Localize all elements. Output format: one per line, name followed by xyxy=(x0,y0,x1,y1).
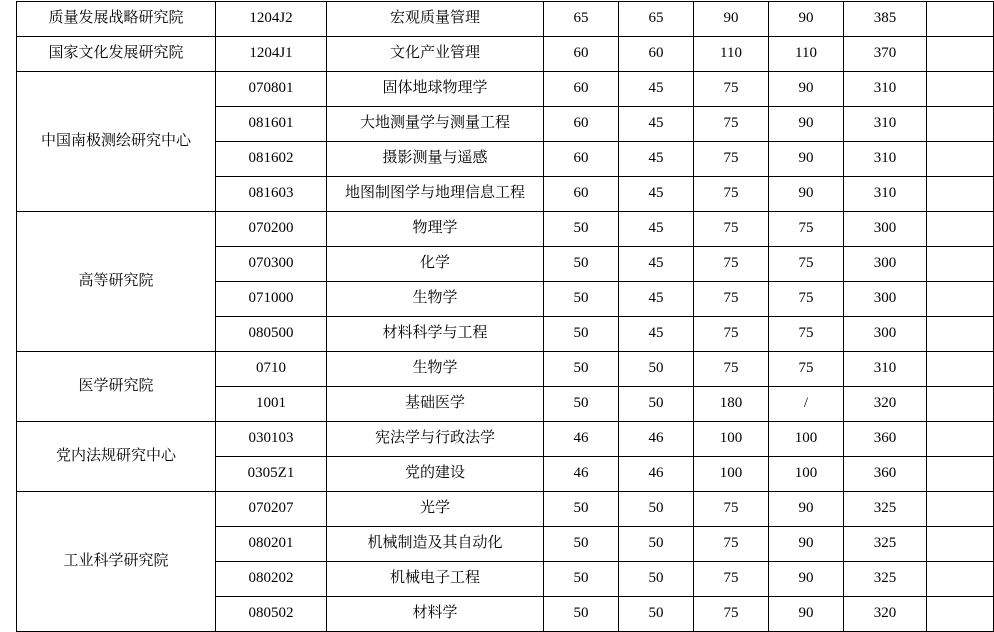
cell-score-4: 90 xyxy=(769,492,844,527)
cell-score-4: 100 xyxy=(769,422,844,457)
cell-score-4: 75 xyxy=(769,352,844,387)
cell-total-score: 325 xyxy=(844,492,927,527)
cell-score-4: 75 xyxy=(769,247,844,282)
cell-score-1: 50 xyxy=(544,387,619,422)
cell-score-4: 90 xyxy=(769,72,844,107)
cell-major-code: 080202 xyxy=(216,562,327,597)
cell-remark xyxy=(927,527,994,562)
cell-total-score: 360 xyxy=(844,457,927,492)
cell-remark xyxy=(927,317,994,352)
cell-score-2: 45 xyxy=(619,247,694,282)
table-row xyxy=(17,37,994,72)
cell-major-name: 光学 xyxy=(327,492,544,527)
cell-major-code: 1001 xyxy=(216,387,327,422)
cell-score-4: 100 xyxy=(769,457,844,492)
cell-major-code: 081602 xyxy=(216,142,327,177)
cell-major-name: 机械制造及其自动化 xyxy=(327,527,544,562)
cell-score-1: 50 xyxy=(544,527,619,562)
cell-score-2: 45 xyxy=(619,317,694,352)
cell-total-score: 385 xyxy=(844,2,927,37)
cell-score-2: 45 xyxy=(619,142,694,177)
table-row xyxy=(17,352,994,387)
cell-total-score: 300 xyxy=(844,212,927,247)
cell-score-2: 50 xyxy=(619,387,694,422)
cell-major-name: 大地测量学与测量工程 xyxy=(327,107,544,142)
cell-total-score: 310 xyxy=(844,177,927,212)
table-row xyxy=(17,492,994,527)
cell-major-code: 081601 xyxy=(216,107,327,142)
cell-unit: 工业科学研究院 xyxy=(17,492,216,632)
cell-score-1: 65 xyxy=(544,2,619,37)
cell-remark xyxy=(927,142,994,177)
cell-major-name: 文化产业管理 xyxy=(327,37,544,72)
cell-score-1: 50 xyxy=(544,212,619,247)
cell-remark xyxy=(927,37,994,72)
cell-major-code: 070207 xyxy=(216,492,327,527)
cell-major-name: 材料学 xyxy=(327,597,544,632)
cell-total-score: 325 xyxy=(844,562,927,597)
cell-remark xyxy=(927,492,994,527)
cell-unit: 医学研究院 xyxy=(17,352,216,422)
cell-major-name: 生物学 xyxy=(327,282,544,317)
cell-major-name: 固体地球物理学 xyxy=(327,72,544,107)
cell-score-1: 50 xyxy=(544,492,619,527)
cell-remark xyxy=(927,107,994,142)
cell-score-4: 90 xyxy=(769,562,844,597)
cell-major-code: 080201 xyxy=(216,527,327,562)
cell-total-score: 360 xyxy=(844,422,927,457)
cell-remark xyxy=(927,457,994,492)
document-page xyxy=(0,1,963,622)
cell-score-4: 75 xyxy=(769,282,844,317)
cell-score-2: 50 xyxy=(619,527,694,562)
cell-score-4: / xyxy=(769,387,844,422)
cell-score-1: 60 xyxy=(544,142,619,177)
cell-major-name: 化学 xyxy=(327,247,544,282)
cell-score-3: 75 xyxy=(694,562,769,597)
cell-score-1: 50 xyxy=(544,317,619,352)
cell-score-2: 45 xyxy=(619,72,694,107)
cell-score-2: 45 xyxy=(619,177,694,212)
cell-score-2: 50 xyxy=(619,352,694,387)
admission-score-table xyxy=(16,1,994,632)
table-body xyxy=(17,2,994,632)
cell-major-code: 070801 xyxy=(216,72,327,107)
cell-remark xyxy=(927,212,994,247)
cell-remark xyxy=(927,422,994,457)
cell-score-1: 60 xyxy=(544,107,619,142)
cell-unit: 质量发展战略研究院 xyxy=(17,2,216,37)
cell-score-1: 50 xyxy=(544,597,619,632)
table-row xyxy=(17,422,994,457)
cell-score-3: 90 xyxy=(694,2,769,37)
cell-major-name: 宏观质量管理 xyxy=(327,2,544,37)
cell-major-name: 材料科学与工程 xyxy=(327,317,544,352)
cell-major-name: 生物学 xyxy=(327,352,544,387)
cell-unit: 党内法规研究中心 xyxy=(17,422,216,492)
cell-score-1: 46 xyxy=(544,457,619,492)
cell-remark xyxy=(927,177,994,212)
cell-score-4: 90 xyxy=(769,597,844,632)
cell-score-1: 50 xyxy=(544,562,619,597)
cell-major-name: 地图制图学与地理信息工程 xyxy=(327,177,544,212)
cell-major-name: 机械电子工程 xyxy=(327,562,544,597)
cell-score-2: 65 xyxy=(619,2,694,37)
cell-major-name: 物理学 xyxy=(327,212,544,247)
cell-score-2: 45 xyxy=(619,212,694,247)
cell-score-2: 50 xyxy=(619,597,694,632)
cell-score-1: 50 xyxy=(544,282,619,317)
cell-total-score: 320 xyxy=(844,597,927,632)
cell-score-1: 50 xyxy=(544,247,619,282)
cell-major-code: 080502 xyxy=(216,597,327,632)
cell-score-3: 75 xyxy=(694,212,769,247)
cell-score-2: 50 xyxy=(619,562,694,597)
cell-score-4: 90 xyxy=(769,142,844,177)
cell-unit: 高等研究院 xyxy=(17,212,216,352)
cell-major-code: 081603 xyxy=(216,177,327,212)
cell-score-1: 60 xyxy=(544,72,619,107)
cell-score-2: 46 xyxy=(619,422,694,457)
cell-major-name: 摄影测量与遥感 xyxy=(327,142,544,177)
cell-score-3: 75 xyxy=(694,247,769,282)
cell-total-score: 300 xyxy=(844,247,927,282)
cell-score-3: 75 xyxy=(694,177,769,212)
cell-total-score: 310 xyxy=(844,107,927,142)
cell-score-4: 90 xyxy=(769,107,844,142)
cell-major-code: 070200 xyxy=(216,212,327,247)
table-row xyxy=(17,212,994,247)
cell-remark xyxy=(927,2,994,37)
cell-major-code: 030103 xyxy=(216,422,327,457)
cell-score-3: 75 xyxy=(694,597,769,632)
cell-score-3: 75 xyxy=(694,282,769,317)
cell-score-3: 75 xyxy=(694,527,769,562)
cell-remark xyxy=(927,387,994,422)
cell-score-1: 60 xyxy=(544,177,619,212)
cell-score-3: 75 xyxy=(694,492,769,527)
cell-score-2: 60 xyxy=(619,37,694,72)
cell-major-code: 1204J1 xyxy=(216,37,327,72)
cell-score-4: 75 xyxy=(769,317,844,352)
cell-unit: 国家文化发展研究院 xyxy=(17,37,216,72)
cell-remark xyxy=(927,282,994,317)
cell-score-3: 75 xyxy=(694,107,769,142)
cell-total-score: 370 xyxy=(844,37,927,72)
table-row xyxy=(17,72,994,107)
cell-score-3: 75 xyxy=(694,352,769,387)
cell-remark xyxy=(927,72,994,107)
cell-score-4: 90 xyxy=(769,527,844,562)
cell-score-1: 50 xyxy=(544,352,619,387)
cell-remark xyxy=(927,352,994,387)
cell-total-score: 325 xyxy=(844,527,927,562)
cell-major-name: 基础医学 xyxy=(327,387,544,422)
cell-score-3: 75 xyxy=(694,317,769,352)
cell-score-2: 45 xyxy=(619,107,694,142)
cell-score-2: 45 xyxy=(619,282,694,317)
cell-score-3: 180 xyxy=(694,387,769,422)
cell-score-3: 75 xyxy=(694,72,769,107)
cell-remark xyxy=(927,247,994,282)
cell-unit: 中国南极测绘研究中心 xyxy=(17,72,216,212)
cell-total-score: 310 xyxy=(844,72,927,107)
cell-score-4: 90 xyxy=(769,177,844,212)
cell-score-2: 46 xyxy=(619,457,694,492)
cell-score-3: 100 xyxy=(694,457,769,492)
cell-score-1: 46 xyxy=(544,422,619,457)
cell-score-4: 110 xyxy=(769,37,844,72)
cell-major-name: 党的建设 xyxy=(327,457,544,492)
cell-remark xyxy=(927,562,994,597)
cell-total-score: 310 xyxy=(844,142,927,177)
cell-score-3: 110 xyxy=(694,37,769,72)
cell-score-4: 90 xyxy=(769,2,844,37)
cell-total-score: 300 xyxy=(844,282,927,317)
cell-major-code: 071000 xyxy=(216,282,327,317)
cell-major-code: 0305Z1 xyxy=(216,457,327,492)
cell-score-2: 50 xyxy=(619,492,694,527)
cell-major-code: 1204J2 xyxy=(216,2,327,37)
cell-total-score: 300 xyxy=(844,317,927,352)
cell-major-name: 宪法学与行政法学 xyxy=(327,422,544,457)
cell-score-3: 75 xyxy=(694,142,769,177)
cell-score-1: 60 xyxy=(544,37,619,72)
cell-score-4: 75 xyxy=(769,212,844,247)
cell-major-code: 080500 xyxy=(216,317,327,352)
cell-major-code: 0710 xyxy=(216,352,327,387)
table-row xyxy=(17,2,994,37)
cell-score-3: 100 xyxy=(694,422,769,457)
cell-major-code: 070300 xyxy=(216,247,327,282)
cell-remark xyxy=(927,597,994,632)
cell-total-score: 310 xyxy=(844,352,927,387)
cell-total-score: 320 xyxy=(844,387,927,422)
